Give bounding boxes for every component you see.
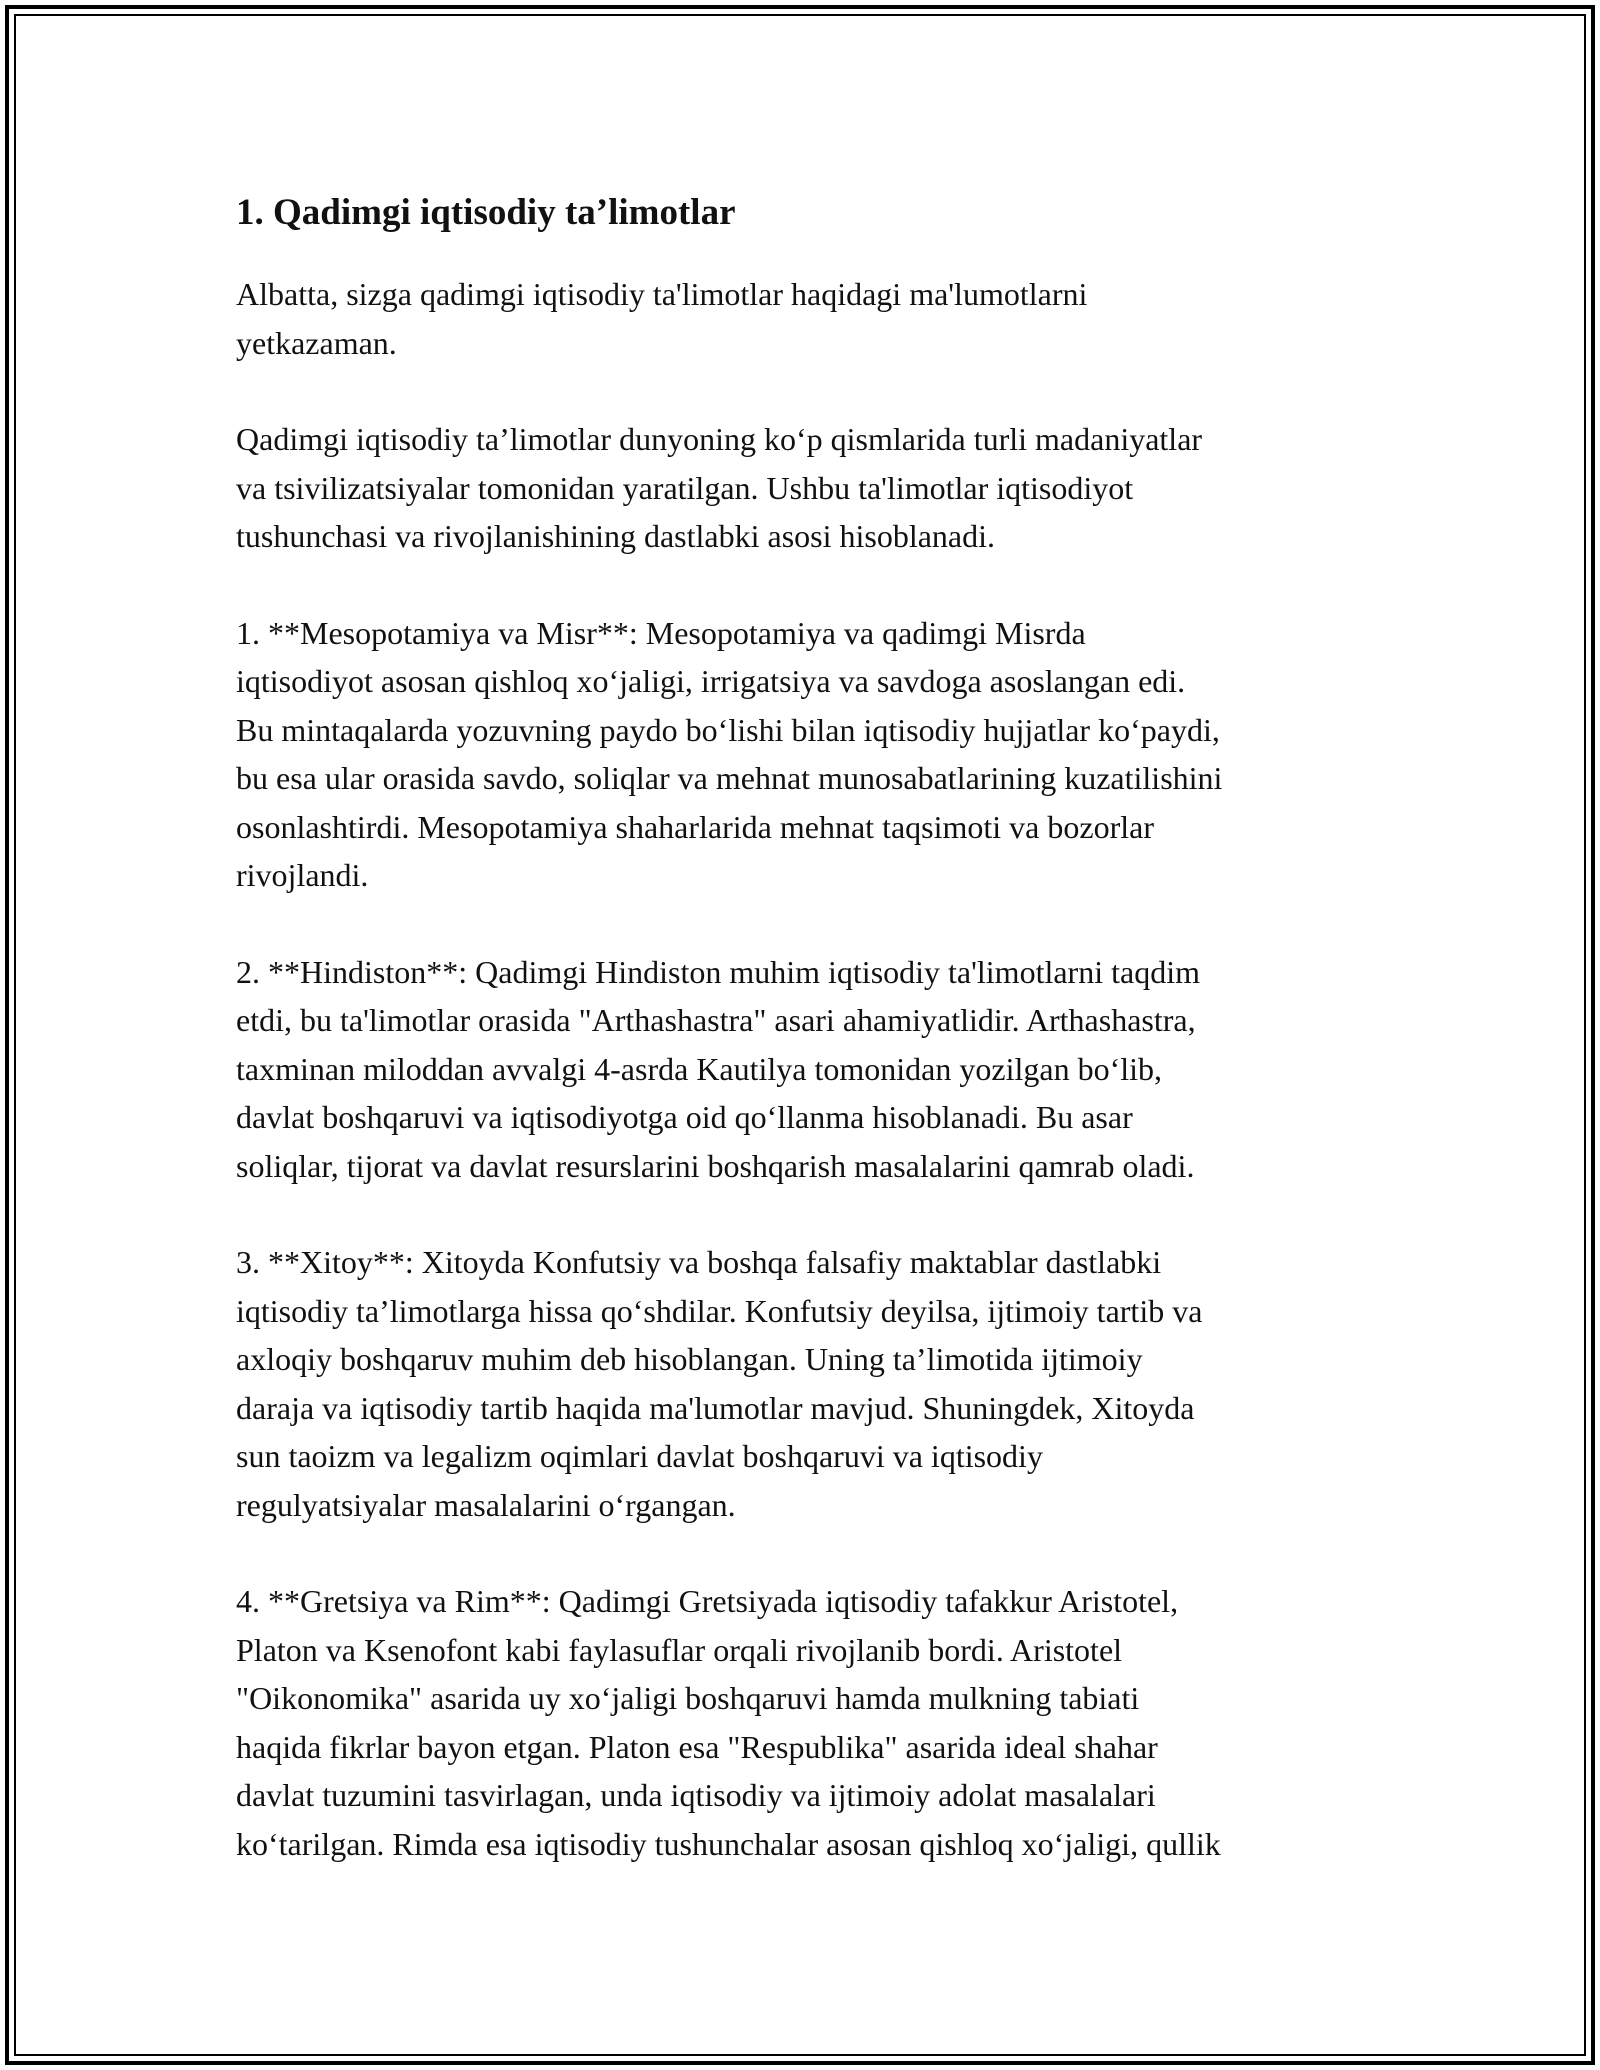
china-paragraph: 3. **Xitoy**: Xitoyda Konfutsiy va boshqa falsafiy maktablar dastlabki iqtisodiy ta’limotlarga hissa qo‘shdilar. Konfutsiy deyilsa, ijtimoiy tartib va axloqiy boshqaruv muhim deb hisoblangan. Uning ta’limotida ijtimoiy daraja va iqtisodiy tartib haqida ma'lumotlar mavjud. Shuningdek, Xitoyda sun taoizm va legalizm oqimlari davlat boshqaruvi va iqtisodiy regulyatsiyalar masalalarini o‘rgangan. [236, 1244, 1203, 1523]
overview-paragraph: Qadimgi iqtisodiy ta’limotlar dunyoning ko‘p qismlarida turli madaniyatlar va tsivilizatsiyalar tomonidan yaratilgan. Ushbu ta'limotlar iqtisodiyot tushunchasi va rivojlanishining dastlabki asosi hisoblanadi. [236, 421, 1203, 554]
section-heading: 1. Qadimgi iqtisodiy ta’limotlar [236, 192, 736, 233]
mesopotamia-egypt-paragraph: 1. **Mesopotamiya va Misr**: Mesopotamiya va qadimgi Misrda iqtisodiyot asosan qishloq xo‘jaligi, irrigatsiya va savdoga asoslangan edi. Bu mintaqalarda yozuvning paydo bo‘lishi bilan iqtisodiy hujjatlar ko‘paydi, bu esa ular orasida savdo, soliqlar va mehnat munosabatlarining kuzatilishini osonlashtirdi. Mesopotamiya shaharlarida mehnat taqsimoti va bozorlar rivojlandi. [236, 614, 1223, 893]
greece-rome-paragraph: 4. **Gretsiya va Rim**: Qadimgi Gretsiyada iqtisodiy tafakkur Aristotel, Platon va Ksenofont kabi faylasuflar orqali rivojlanib bordi. Aristotel "Oikonomika" asarida uy xo‘jaligi boshqaruvi hamda mulkning tabiati haqida fikrlar bayon etgan. Platon esa "Respublika" asarida ideal shahar davlat tuzumini tasvirlagan, unda iqtisodiy va ijtimoiy adolat masalalari ko‘tarilgan. Rimda esa iqtisodiy tushunchalar asosan qishloq xo‘jaligi, qullik [236, 1583, 1221, 1862]
india-paragraph: 2. **Hindiston**: Qadimgi Hindiston muhim iqtisodiy ta'limotlarni taqdim etdi, bu ta'limotlar orasida "Arthashastra" asari ahamiyatlidir. Arthashastra, taxminan miloddan avvalgi 4-asrda Kautilya tomonidan yozilgan bo‘lib, davlat boshqaruvi va iqtisodiyotga oid qo‘llanma hisoblanadi. Bu asar soliqlar, tijorat va davlat resurslarini boshqarish masalalarini qamrab oladi. [236, 953, 1200, 1184]
intro-paragraph: Albatta, sizga qadimgi iqtisodiy ta'limotlar haqidagi ma'lumotlarni yetkazaman. [236, 276, 1088, 361]
document-body [236, 186, 1376, 1916]
